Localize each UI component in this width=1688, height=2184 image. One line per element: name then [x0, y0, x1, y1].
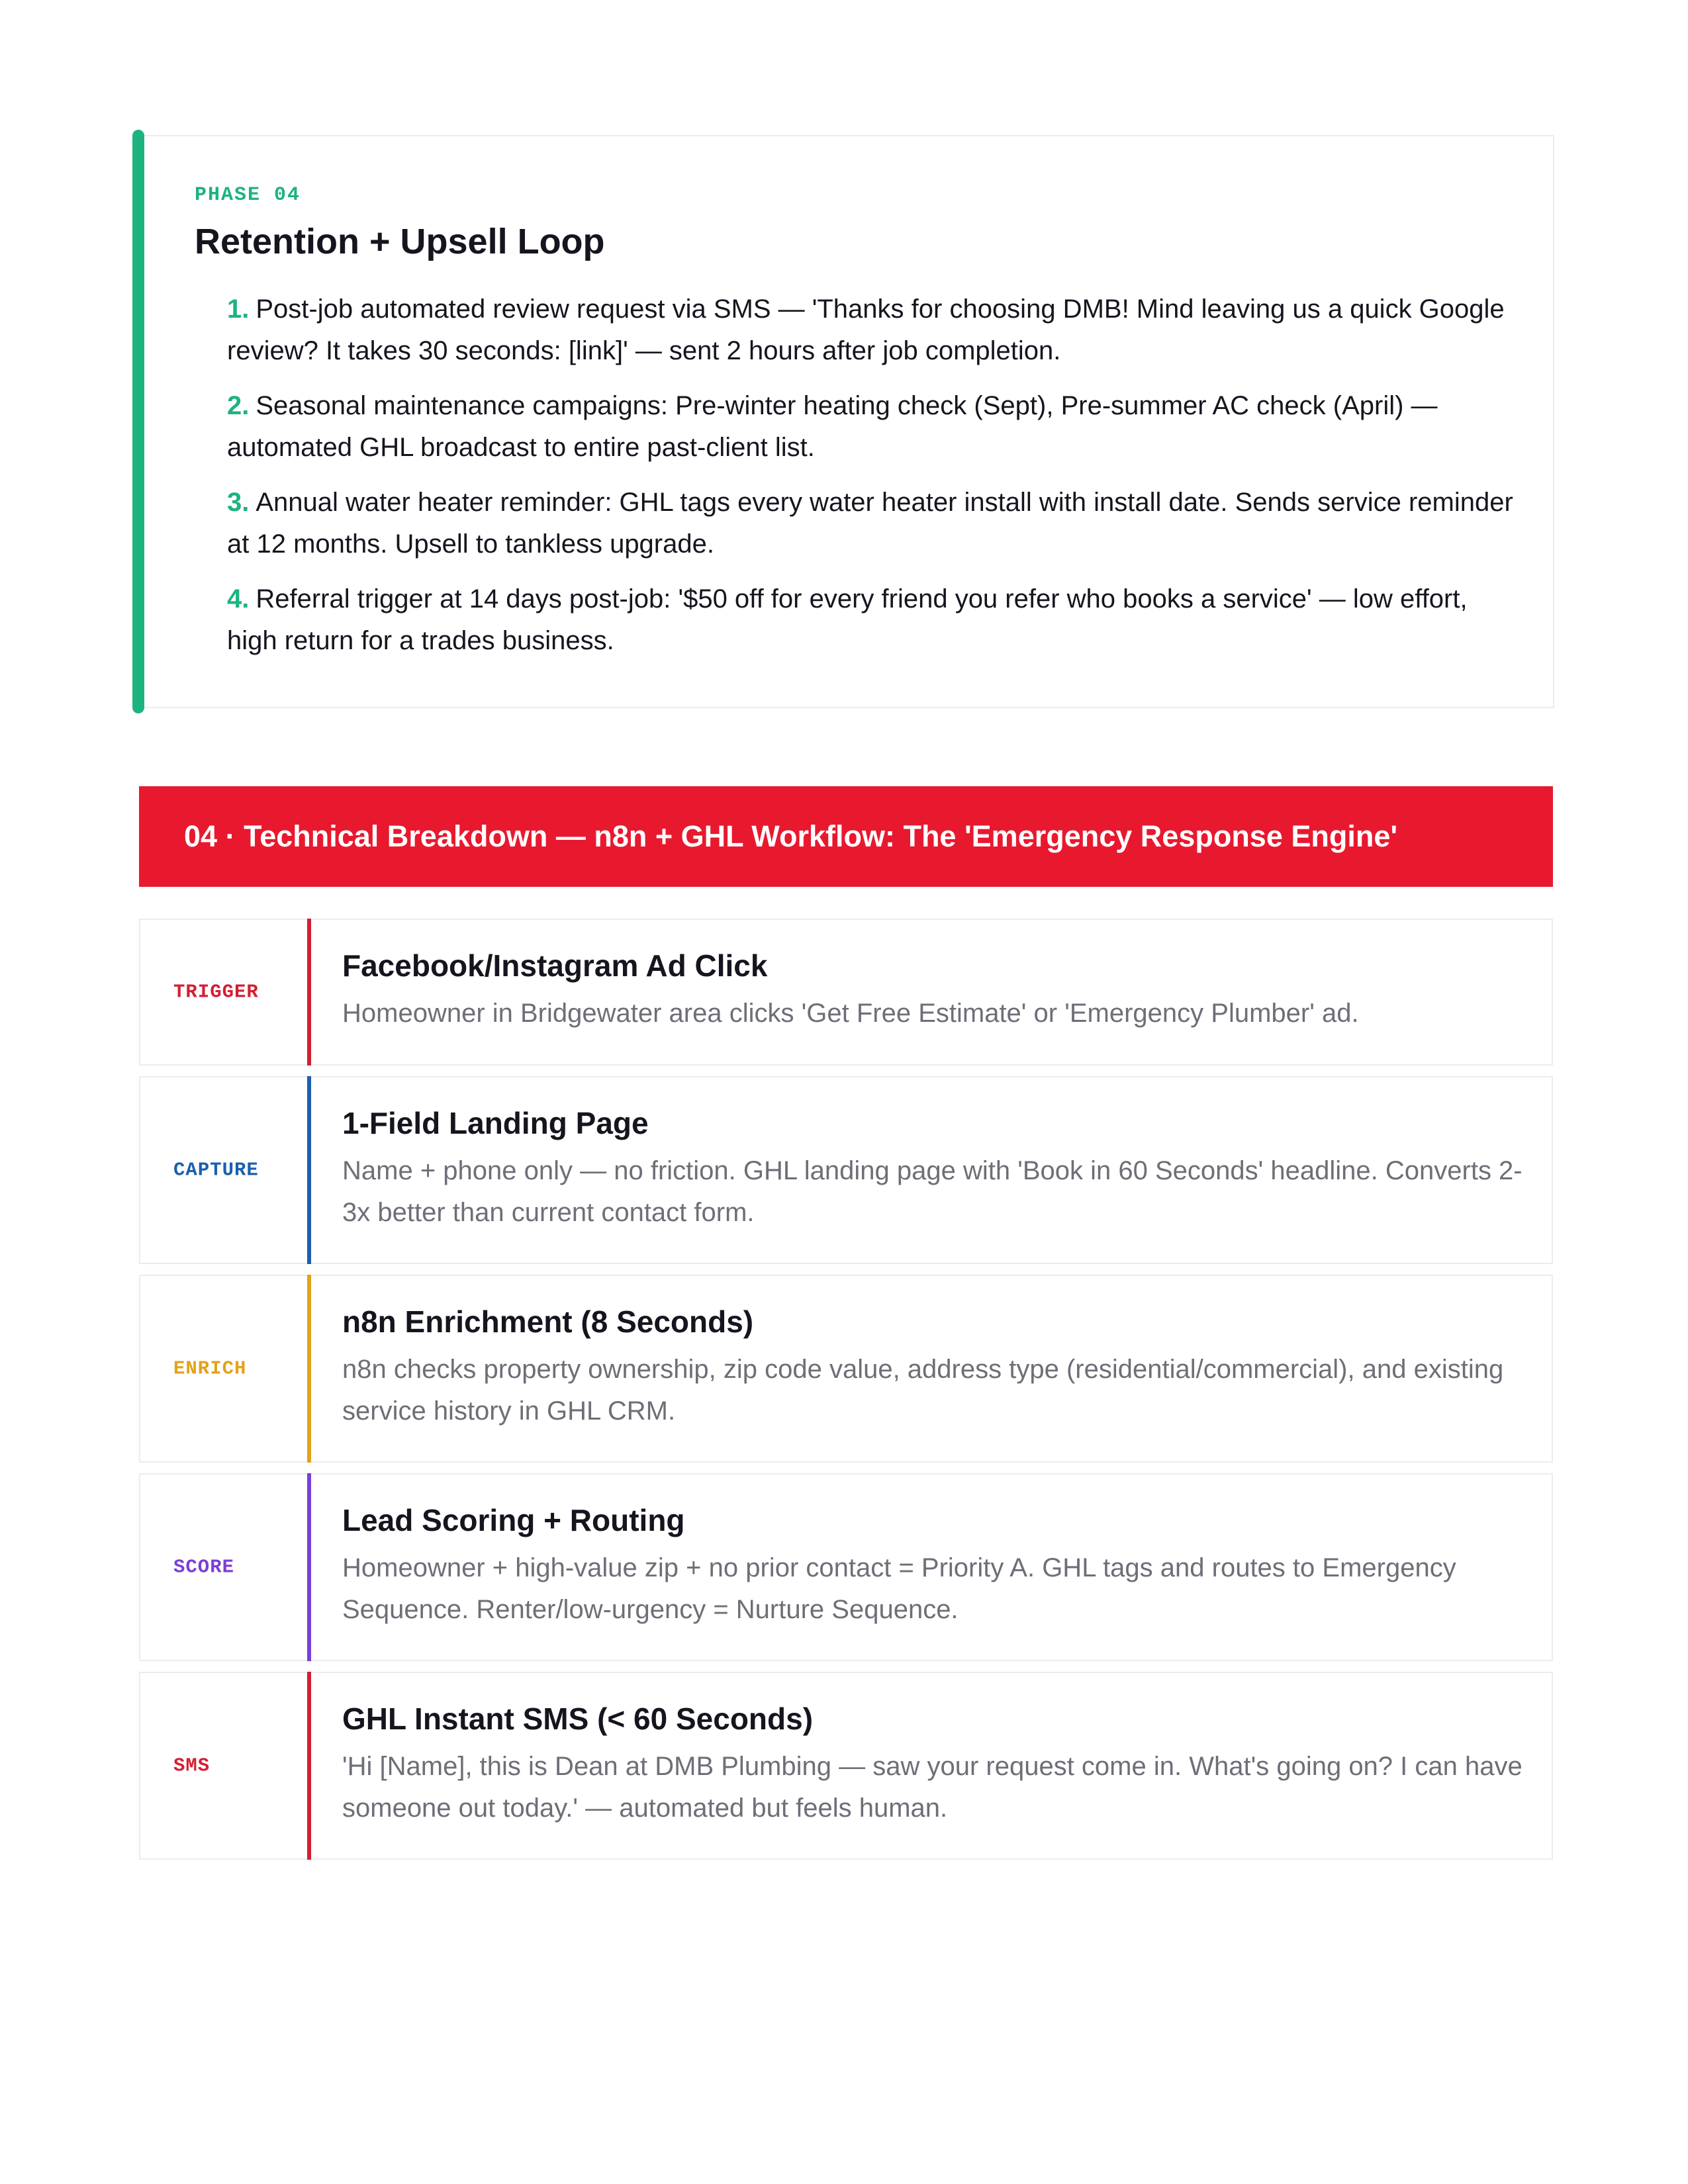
- step-accent-bar: [307, 1473, 311, 1661]
- step-title: n8n Enrichment (8 Seconds): [342, 1304, 754, 1339]
- step-title: 1-Field Landing Page: [342, 1106, 649, 1140]
- step-tag: TRIGGER: [173, 981, 259, 1003]
- step-accent-bar: [307, 1275, 311, 1463]
- phase-list: [227, 289, 1518, 675]
- section-banner: [139, 786, 1553, 887]
- list-item-number: 4.: [227, 584, 250, 614]
- step-tag: SMS: [173, 1754, 211, 1777]
- phase-label: PHASE 04: [195, 184, 301, 206]
- step-accent-bar: [307, 919, 311, 1066]
- list-item: [227, 385, 1518, 469]
- step-accent-bar: [307, 1076, 311, 1264]
- step-tag: SCORE: [173, 1556, 235, 1578]
- list-item: [227, 482, 1518, 565]
- phase-accent-bar: [132, 130, 144, 713]
- list-item-number: 3.: [227, 488, 250, 517]
- step-tag: ENRICH: [173, 1357, 247, 1380]
- workflow-step-capture: [139, 1076, 1553, 1264]
- step-description: Name + phone only — no friction. GHL landing page with 'Book in 60 Seconds' headline. Converts 2-3x better than current contact form.: [342, 1156, 1523, 1227]
- step-title: GHL Instant SMS (< 60 Seconds): [342, 1702, 814, 1736]
- section-title: 04 · Technical Breakdown — n8n + GHL Workflow: The 'Emergency Response Engine': [184, 819, 1398, 853]
- workflow-step-score: [139, 1473, 1553, 1661]
- workflow-step-enrich: [139, 1275, 1553, 1463]
- step-title: Facebook/Instagram Ad Click: [342, 948, 768, 983]
- workflow-step-trigger: [139, 919, 1553, 1066]
- list-item-number: 1.: [227, 295, 250, 324]
- step-description: n8n checks property ownership, zip code value, address type (residential/commercial), and existing service history in GHL CRM.: [342, 1355, 1504, 1426]
- workflow-step-sms: [139, 1672, 1553, 1860]
- phase-title: Retention + Upsell Loop: [195, 222, 605, 261]
- step-title: Lead Scoring + Routing: [342, 1503, 685, 1537]
- list-item-text: Referral trigger at 14 days post-job: '$50 off for every friend you refer who books a service' — low effort, high return for a trades business.: [227, 584, 1468, 655]
- step-tag: CAPTURE: [173, 1159, 259, 1181]
- list-item-text: Annual water heater reminder: GHL tags every water heater install with install date. Sends service reminder at 12 months. Upsell to tankless upgrade.: [227, 488, 1513, 559]
- step-description: 'Hi [Name], this is Dean at DMB Plumbing — saw your request come in. What's going on? I can have someone out today.' — automated but feels human.: [342, 1752, 1523, 1823]
- list-item-text: Seasonal maintenance campaigns: Pre-winter heating check (Sept), Pre-summer AC check (April) — automated GHL broadcast to entire past-client list.: [227, 391, 1438, 462]
- step-accent-bar: [307, 1672, 311, 1860]
- list-item: [227, 289, 1518, 372]
- list-item-text: Post-job automated review request via SMS — 'Thanks for choosing DMB! Mind leaving us a quick Google review? It takes 30 seconds: [link]' — sent 2 hours after job completion.: [227, 295, 1505, 365]
- step-description: Homeowner + high-value zip + no prior contact = Priority A. GHL tags and routes to Emergency Sequence. Renter/low-urgency = Nurture Sequence.: [342, 1553, 1456, 1624]
- list-item-number: 2.: [227, 391, 250, 420]
- step-description: Homeowner in Bridgewater area clicks 'Get Free Estimate' or 'Emergency Plumber' ad.: [342, 999, 1359, 1028]
- list-item: [227, 578, 1518, 662]
